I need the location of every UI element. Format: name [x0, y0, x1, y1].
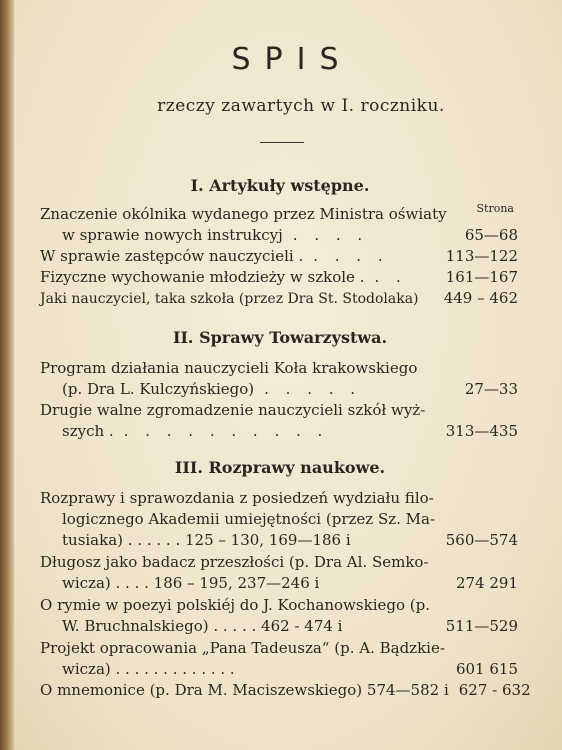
toc-entry[interactable] — [40, 552, 518, 594]
entry-text: Rozprawy i sprawozdania z posiedzeń wydziału filo- — [40, 489, 434, 507]
entry-text: tusiaka) . . . . . . 125 – 130, 169—186 i — [62, 531, 351, 549]
entry-text: O mnemonice (p. Dra M. Maciszewskiego) 574—582 i — [40, 681, 449, 699]
entry-text: W. Bruchnalskiego) . . . . . 462 - 474 i — [62, 617, 343, 635]
entry-text: Jaki nauczyciel, taka szkoła (przez Dra St. Stodolaka) — [40, 291, 419, 307]
section-heading-2: II. Sprawy Towarzystwa. — [172, 328, 388, 347]
toc-entry[interactable] — [40, 246, 518, 267]
entry-text: W sprawie zastępców nauczycieli . — [40, 247, 304, 265]
toc-entry[interactable] — [40, 638, 518, 680]
page-range: 161—167 — [445, 268, 518, 286]
entry-text: Fizyczne wychowanie młodzieży w szkole . — [40, 268, 365, 286]
entry-text: logicznego Akademii umiejętności (przez Sz. Ma- — [62, 510, 436, 528]
page-range: 113—122 — [445, 247, 518, 265]
page-range: 601 615 — [455, 660, 518, 678]
leader-dots: . . . . . . . . . . — [123, 422, 329, 440]
leader-dots: . . — [374, 268, 407, 286]
title-divider — [260, 142, 304, 143]
page-range: 65—68 — [464, 226, 518, 244]
page-range: 313—435 — [445, 422, 518, 440]
entry-text: Drugie walne zgromadzenie nauczycieli szkół wyż- — [40, 401, 426, 419]
page-subtitle: rzeczy zawartych w I. roczniku. — [157, 96, 445, 116]
section-heading-3: III. Rozprawy naukowe. — [174, 458, 386, 477]
toc-entry[interactable] — [40, 204, 518, 246]
page-range: 449 – 462 — [443, 289, 518, 307]
page-range: 274 291 — [455, 574, 518, 592]
leader-dots: . . . . — [313, 247, 389, 265]
page-range: 511—529 — [445, 617, 518, 635]
page-range: 27—33 — [464, 380, 518, 398]
toc-entry[interactable] — [40, 288, 518, 310]
entry-text: Znaczenie okólnika wydanego przez Ministra oświaty — [40, 205, 447, 223]
entry-text: Program działania nauczycieli Koła krakowskiego — [40, 359, 418, 377]
entry-text: wicza) . . . . 186 – 195, 237—246 i — [62, 574, 320, 592]
entry-text: Długosz jako badacz przeszłości (p. Dra Al. Semko- — [40, 553, 429, 571]
entry-text: w sprawie nowych instrukcyj — [62, 226, 283, 244]
page-range: 560—574 — [445, 531, 518, 549]
entry-text: wicza) . . . . . . . . . . . . . — [62, 660, 235, 678]
toc-entry[interactable] — [40, 358, 518, 400]
page-range: 627 - 632 — [458, 681, 531, 699]
page-title: SPIS — [231, 42, 353, 77]
leader-dots: . . . . — [292, 226, 369, 244]
toc-entry[interactable] — [40, 680, 531, 701]
page-column-label: Strona — [476, 202, 514, 215]
section-heading-1: I. Artykuły wstępne. — [190, 176, 370, 195]
toc-entry[interactable] — [40, 400, 518, 442]
entry-text: szych . — [62, 422, 114, 440]
toc-entry[interactable] — [40, 595, 518, 637]
entry-text: Projekt opracowania „Pana Tadeusza“ (p. A. Bądzkie- — [40, 639, 445, 657]
entry-text: O rymie w poezyi polskiéj do J. Kochanowskiego (p. — [40, 596, 430, 614]
toc-entry[interactable] — [40, 488, 518, 551]
leader-dots: . . . . . — [264, 380, 362, 398]
entry-text: (p. Dra L. Kulczyńskiego) — [62, 380, 255, 398]
toc-entry[interactable] — [40, 267, 518, 288]
